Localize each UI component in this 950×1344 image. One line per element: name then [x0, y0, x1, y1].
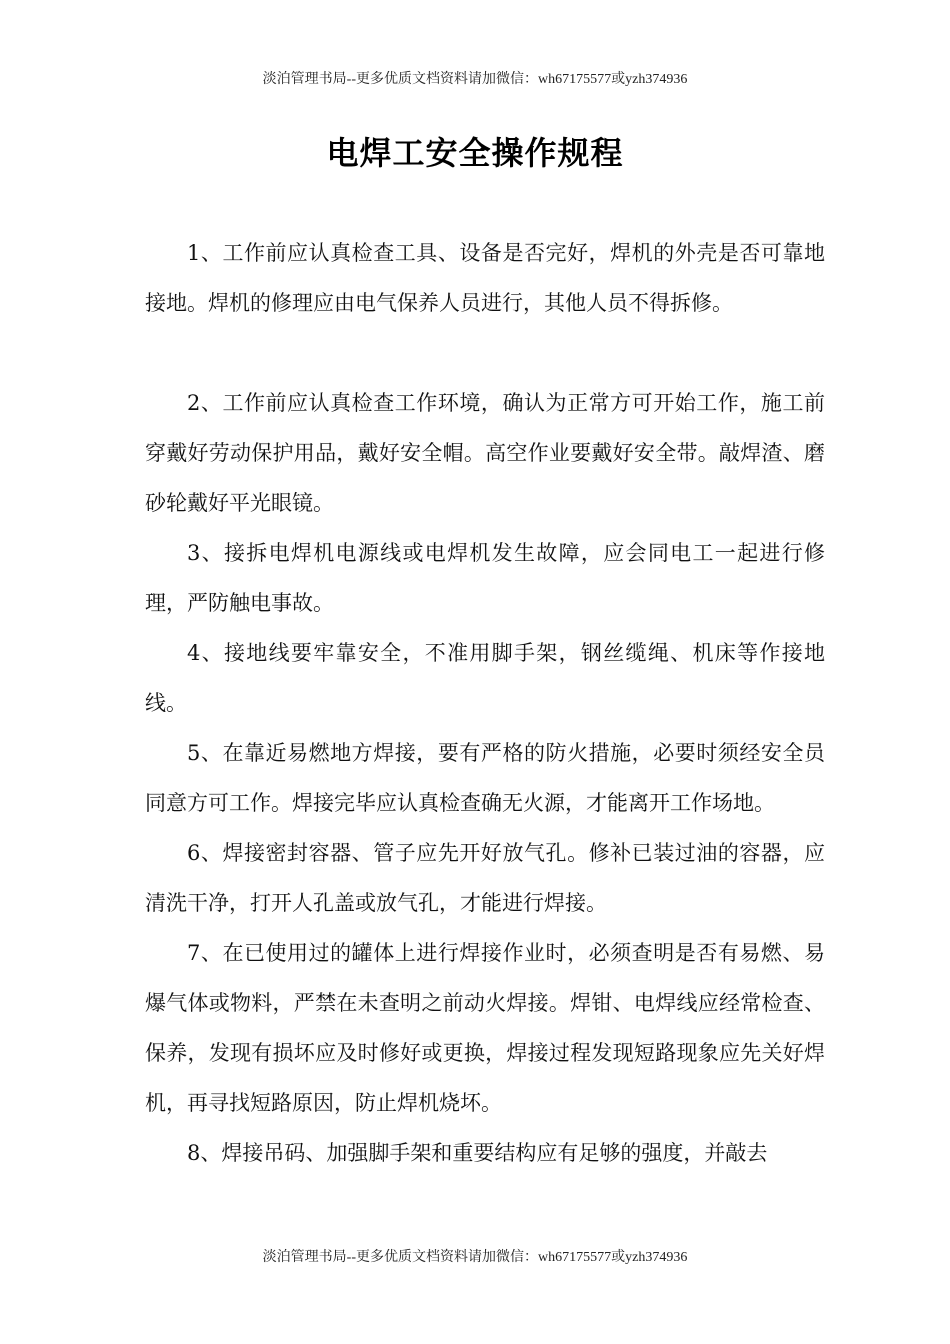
paragraph-5: 5、在靠近易燃地方焊接，要有严格的防火措施，必要时须经安全员同意方可工作。焊接完毕应认真检查确无火源，才能离开工作场地。	[145, 741, 825, 815]
document-title: 电焊工安全操作规程	[326, 134, 624, 172]
paragraph-4: 4、接地线要牢靠安全，不准用脚手架，钢丝缆绳、机床等作接地线。	[145, 641, 825, 715]
page-footer: 淡泊管理书局--更多优质文档资料请加微信：wh67175577或yzh374936	[262, 1250, 688, 1265]
paragraph-1: 1、工作前应认真检查工具、设备是否完好，焊机的外壳是否可靠地接地。焊机的修理应由电气保养人员进行，其他人员不得拆修。	[145, 241, 825, 315]
paragraph-3: 3、接拆电焊机电源线或电焊机发生故障，应会同电工一起进行修理，严防触电事故。	[145, 541, 825, 615]
paragraph-2: 2、工作前应认真检查工作环境，确认为正常方可开始工作，施工前穿戴好劳动保护用品，戴好安全帽。高空作业要戴好安全带。敲焊渣、磨砂轮戴好平光眼镜。	[145, 391, 825, 515]
paragraph-6: 6、焊接密封容器、管子应先开好放气孔。修补已装过油的容器，应清洗干净，打开人孔盖或放气孔，才能进行焊接。	[145, 841, 825, 915]
page-header: 淡泊管理书局--更多优质文档资料请加微信：wh67175577或yzh374936	[262, 72, 688, 87]
paragraph-7: 7、在已使用过的罐体上进行焊接作业时，必须查明是否有易燃、易爆气体或物料，严禁在未查明之前动火焊接。焊钳、电焊线应经常检查、保养，发现有损坏应及时修好或更换，焊接过程发现短路现象应先关好焊机，再寻找短路原因，防止焊机烧坏。	[145, 941, 825, 1115]
paragraph-8: 8、焊接吊码、加强脚手架和重要结构应有足够的强度，并敲去	[187, 1141, 768, 1165]
document-body	[145, 228, 825, 1178]
